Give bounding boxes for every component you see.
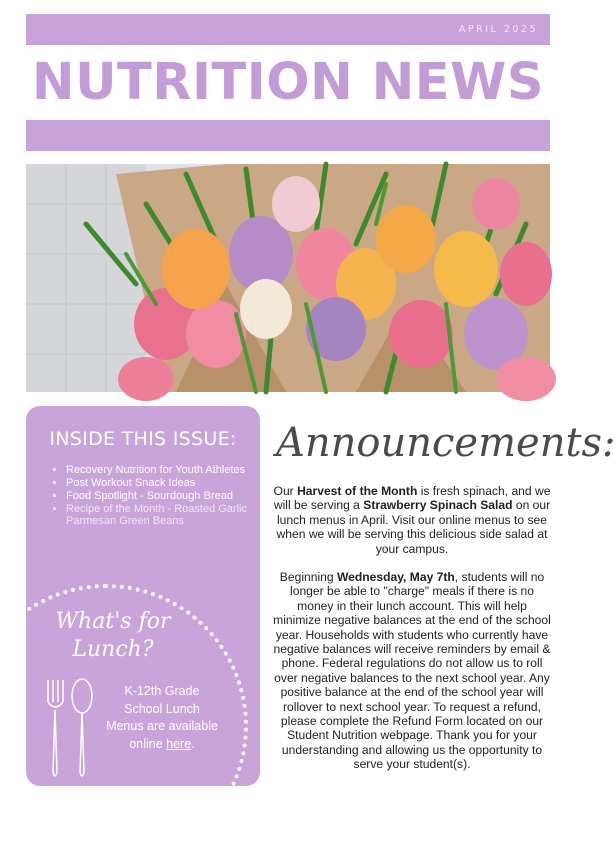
fork-spoon-icon bbox=[40, 676, 100, 786]
salad-name: Strawberry Spinach Salad bbox=[363, 498, 513, 513]
header-top-bar bbox=[26, 14, 550, 45]
lunch-menu-period: . bbox=[191, 736, 195, 751]
header-bottom-bar bbox=[26, 120, 550, 151]
newsletter-title: NUTRITION NEWS bbox=[31, 53, 545, 112]
list-item: • Post Workout Snack Ideas bbox=[66, 477, 266, 489]
text-run: , students will no longer be able to "charge" meals if there is no money in their lunch account. This will help minimize negative balances at the end of the school year. Households with students who currently have negative balances will receive reminders by email & phone. Federal regulations do not allow us to roll over negative balances to the next school year. Any positive balance at the end of the school year will rollover to next school year. To request a refund, please complete the Refund Form located on our Student Nutrition webpage. Thank you for your understanding and allowing us the opportunity to serve your student(s). bbox=[273, 570, 551, 772]
text-run: on our lunch menus in April. Visit our online menus to see when we will be serving this delicious side salad at your campus. bbox=[276, 498, 551, 556]
lunch-menu-description: K-12th Grade School Lunch Menus are available online bbox=[106, 684, 218, 751]
tulip-bouquets-image bbox=[26, 164, 550, 392]
issue-list bbox=[52, 464, 266, 528]
announcement-paragraph-1 bbox=[272, 484, 552, 556]
list-item: • Food Spotlight - Sourdough Bread bbox=[66, 490, 266, 502]
deadline-date: Wednesday, May 7th bbox=[336, 570, 455, 584]
list-item: • Recipe of the Month - Roasted Garlic Parmesan Green Beans bbox=[66, 503, 266, 527]
lunch-heading-line2: Lunch? bbox=[72, 637, 154, 662]
text-run: Our bbox=[273, 484, 298, 498]
announcement-paragraph-2 bbox=[272, 570, 552, 772]
lunch-heading bbox=[48, 608, 178, 664]
lunch-menu-link[interactable]: here bbox=[166, 736, 192, 751]
lunch-heading-line1: What's for bbox=[55, 609, 171, 634]
harvest-of-month-label: Harvest of the Month bbox=[297, 484, 418, 498]
issue-date: APRIL 2025 bbox=[458, 24, 538, 35]
inside-issue-heading: INSIDE THIS ISSUE: bbox=[49, 428, 237, 450]
list-item: • Recovery Nutrition for Youth Athletes bbox=[66, 464, 266, 476]
announcements-heading: Announcements: bbox=[276, 420, 616, 466]
text-run: is fresh spinach, and we will be serving a bbox=[273, 484, 551, 513]
sidebar-panel bbox=[26, 406, 260, 786]
text-run: Beginning bbox=[279, 570, 337, 584]
lunch-menu-text bbox=[106, 683, 218, 753]
